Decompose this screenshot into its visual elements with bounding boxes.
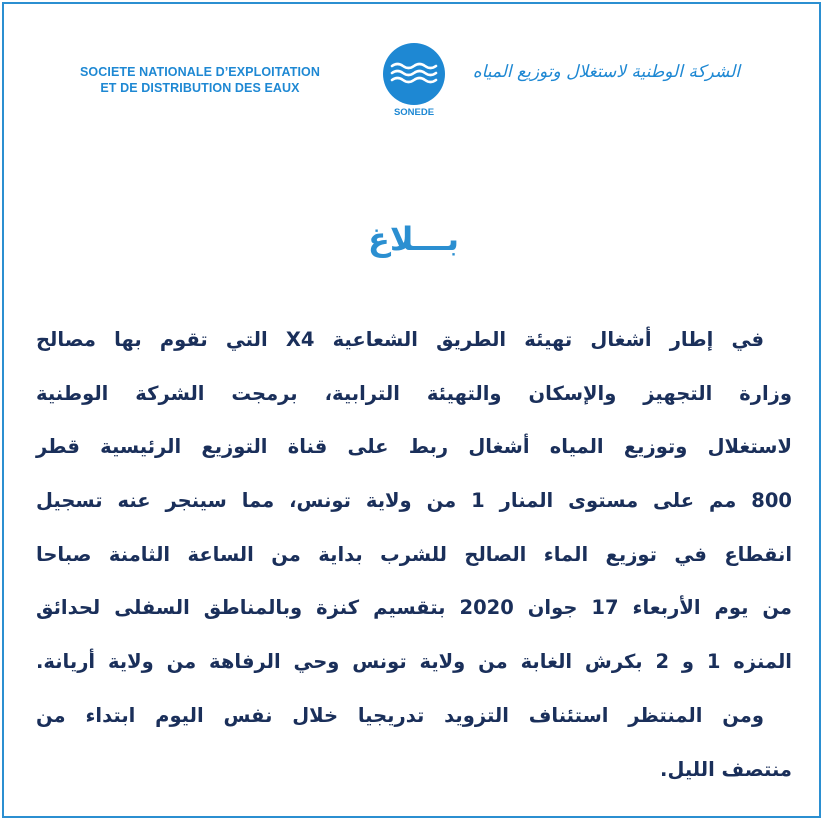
notice-body — [36, 320, 792, 803]
org-name-french — [60, 64, 340, 96]
body-line: من يوم الأربعاء 17 جوان 2020 بتقسيم كنزة وبالمناطق السفلى لحدائق — [36, 596, 792, 620]
org-name-french-line2: ET DE DISTRIBUTION DES EAUX — [100, 81, 300, 95]
logo-label: SONEDE — [393, 107, 435, 118]
org-name-arabic: الشركة الوطنية لاستغلال وتوزيع المياه — [472, 62, 740, 82]
body-line: منتصف الليل. — [660, 757, 792, 781]
body-line: 800 مم على مستوى المنار 1 من ولاية تونس، مما سينجر عنه تسجيل — [36, 489, 792, 513]
notice-title: بـــلاغ — [368, 220, 459, 258]
body-line: وزارة التجهيز والإسكان والتهيئة الترابية، برمجت الشركة الوطنية — [36, 381, 792, 405]
body-line: المنزه 1 و 2 بكرش الغابة من ولاية تونس وحي الرفاهة من ولاية أريانة. — [36, 650, 792, 674]
org-name-french-line1: SOCIETE NATIONALE D’EXPLOITATION — [79, 65, 320, 79]
body-line: ومن المنتظر استئناف التزويد تدريجيا خلال نفس اليوم ابتداء من — [36, 703, 764, 727]
body-line: في إطار أشغال تهيئة الطريق الشعاعية X4 التي تقوم بها مصالح — [36, 328, 764, 351]
body-line: انقطاع في توزيع الماء الصالح للشرب بداية من الساعة الثامنة صباحا — [36, 542, 792, 566]
body-line: لاستغلال وتوزيع المياه أشغال ربط على قناة التوزيع الرئيسية قطر — [36, 435, 792, 459]
